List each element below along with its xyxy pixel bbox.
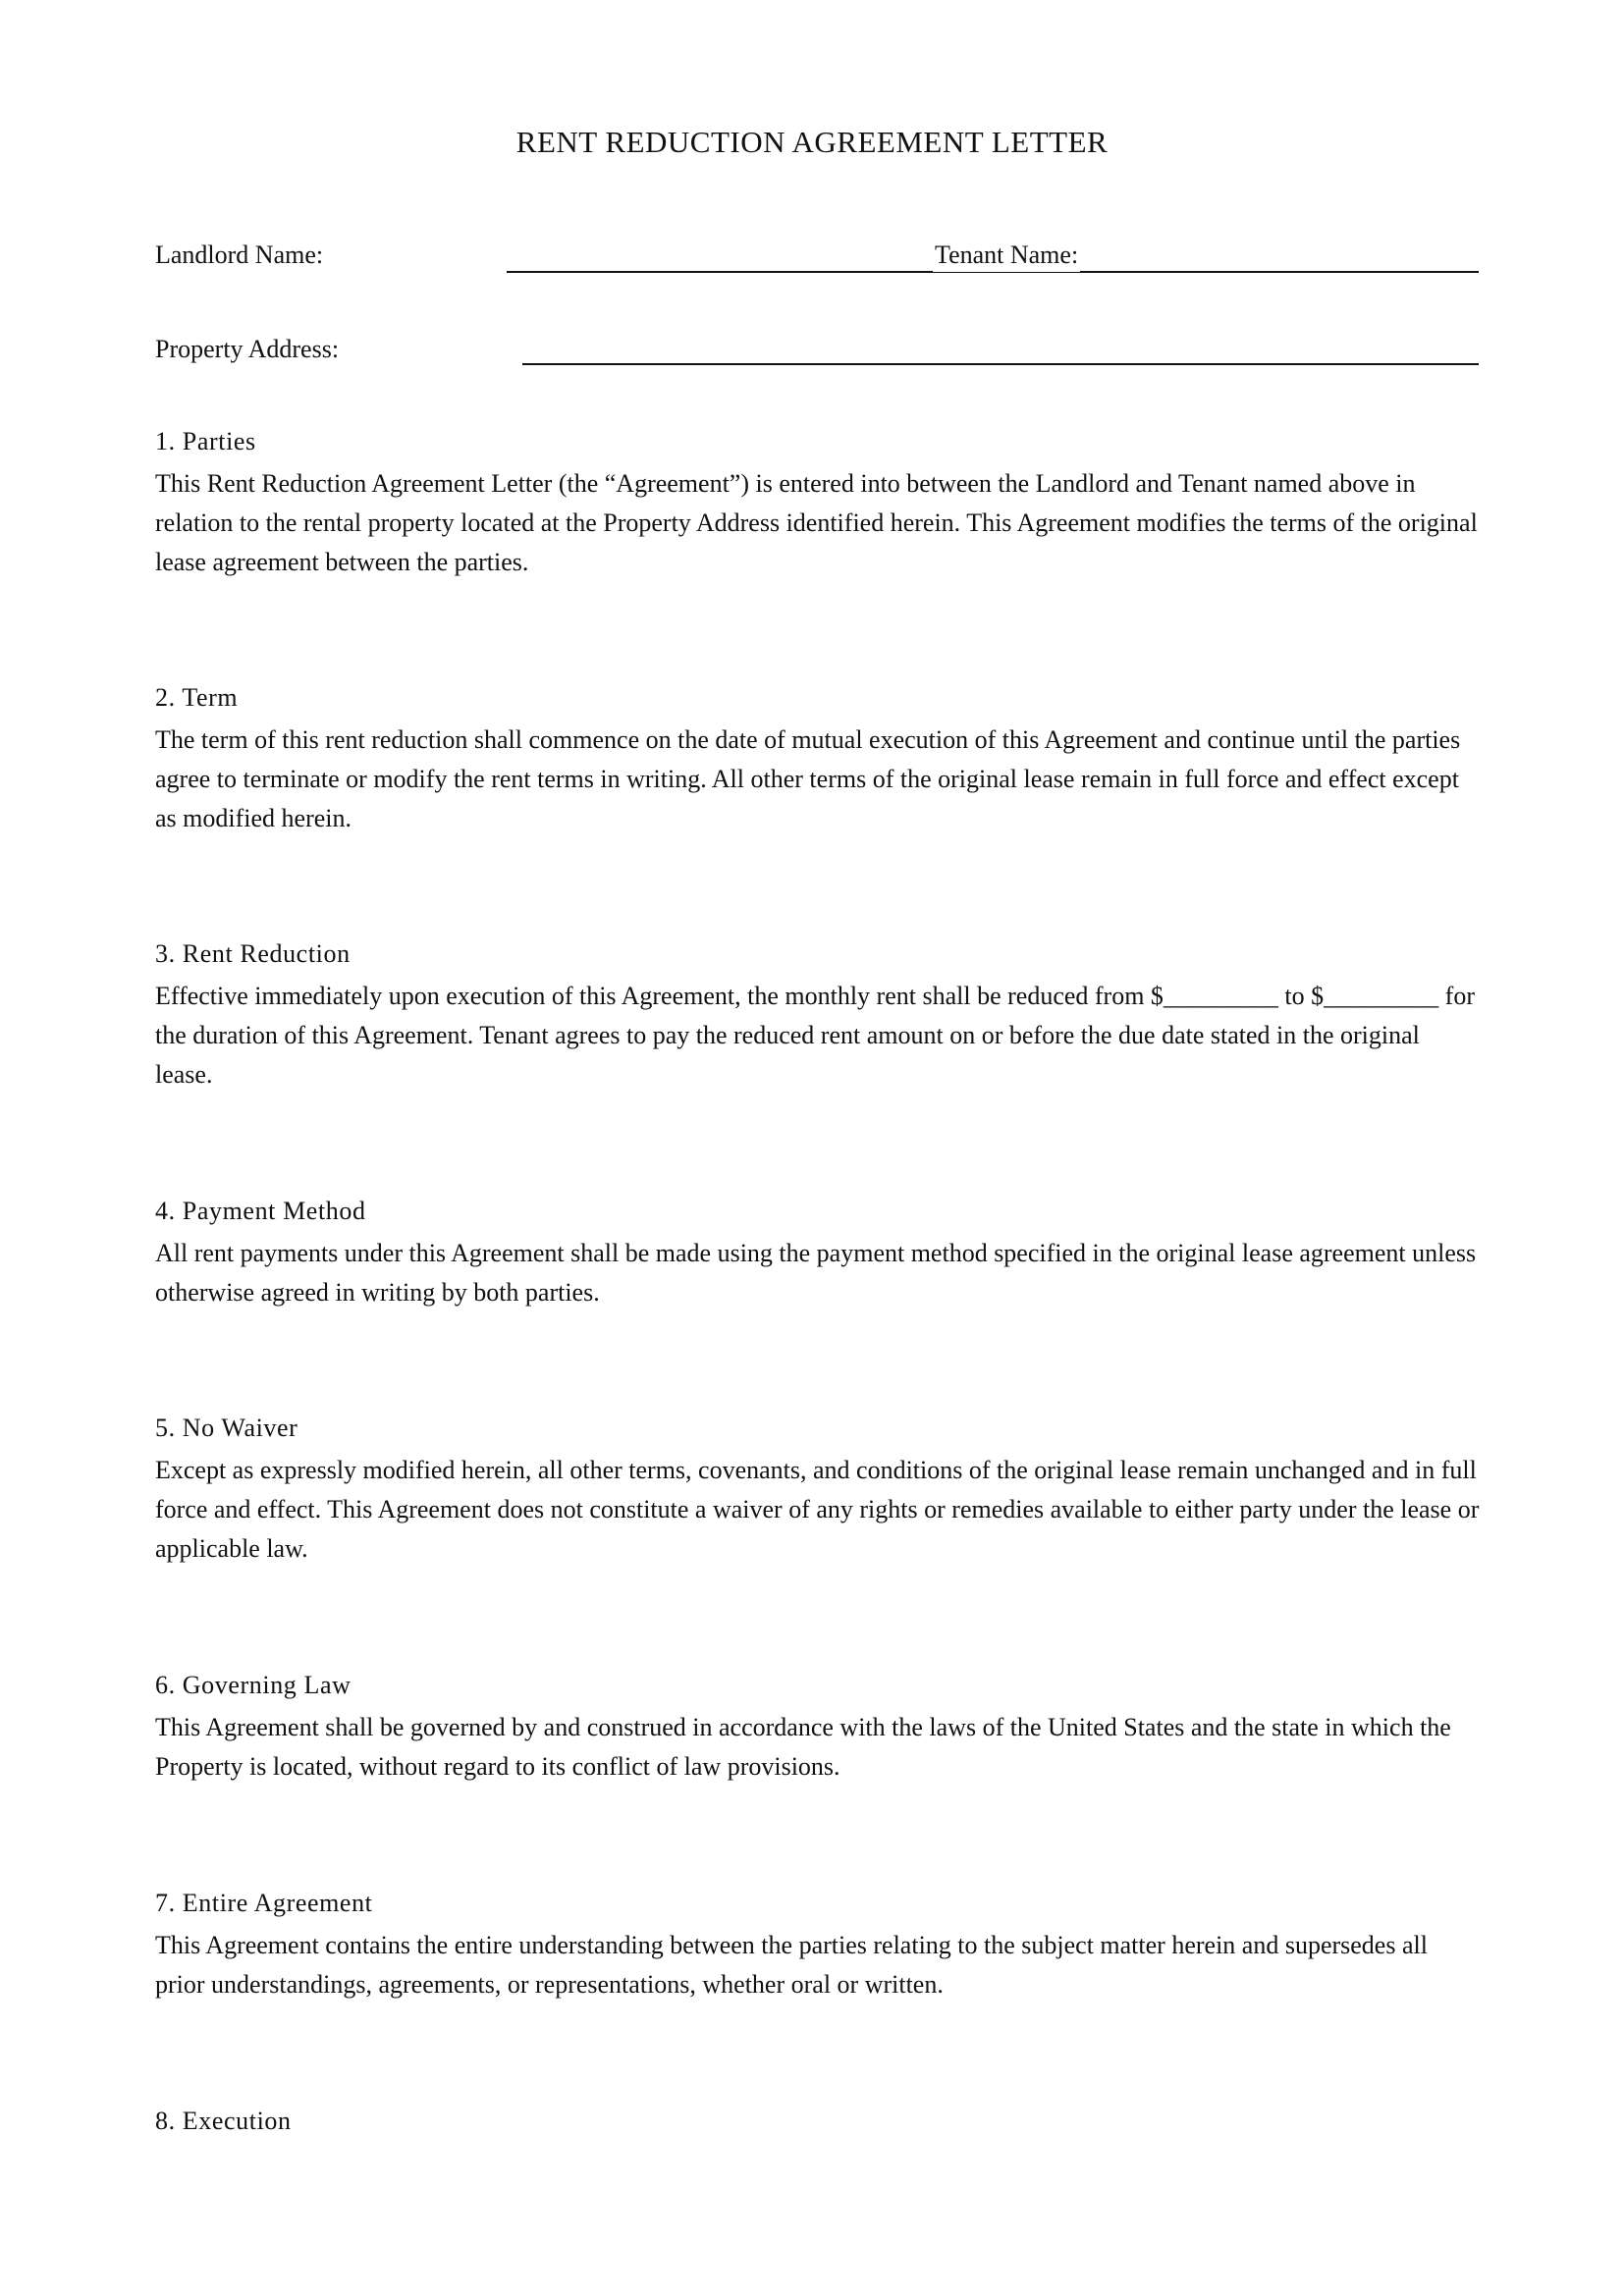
section-entire-agreement — [155, 1887, 1481, 2004]
property-address-field[interactable] — [522, 363, 1479, 365]
landlord-name-label: Landlord Name: — [155, 240, 324, 269]
section-governing-law — [155, 1669, 1481, 1787]
section-body: Effective immediately upon execution of this Agreement, the monthly rent shall be reduced from $_________ to $_________ for the duration of this Agreement. Tenant agrees to pay the reduced rent amount on or before the due date stated in the original lease. — [155, 982, 1475, 1089]
section-body: This Agreement contains the entire understanding between the parties relating to the subject matter herein and supersedes all prior understandings, agreements, or representations, whether oral or written. — [155, 1931, 1428, 1999]
section-payment-method — [155, 1195, 1481, 1312]
section-body: The term of this rent reduction shall commence on the date of mutual execution of this Agreement and continue until the parties agree to terminate or modify the rent terms in writing. All other terms of the original lease remain in full force and effect except as modified herein. — [155, 725, 1461, 832]
section-heading: 3. Rent Reduction — [155, 939, 351, 968]
section-heading: 7. Entire Agreement — [155, 1889, 373, 1917]
section-heading: 8. Execution — [155, 2107, 292, 2135]
section-heading: 5. No Waiver — [155, 1414, 298, 1442]
section-heading: 1. Parties — [155, 427, 256, 455]
section-heading: 4. Payment Method — [155, 1197, 366, 1225]
section-body: All rent payments under this Agreement shall be made using the payment method specified in the original lease agreement unless otherwise agreed in writing by both parties. — [155, 1239, 1477, 1307]
section-heading: 2. Term — [155, 683, 239, 712]
document-title: RENT REDUCTION AGREEMENT LETTER — [515, 125, 1109, 159]
property-address-label: Property Address: — [155, 335, 340, 363]
section-body: This Agreement shall be governed by and construed in accordance with the laws of the United States and the state in which the Property is located, without regard to its conflict of law provisions. — [155, 1713, 1451, 1781]
tenant-name-label: Tenant Name: — [933, 239, 1080, 272]
section-body: Except as expressly modified herein, all other terms, covenants, and conditions of the original lease remain unchanged and in full force and effect. This Agreement does not constitute a waiver of any rights or remedies available to either party under the lease or applicable law. — [155, 1456, 1480, 1563]
section-body: This Rent Reduction Agreement Letter (the “Agreement”) is entered into between the Landlord and Tenant named above in relation to the rental property located at the Property Address identified herein. This Agreement modifies the terms of the original lease agreement between the parties. — [155, 469, 1478, 576]
section-no-waiver — [155, 1412, 1481, 1569]
section-heading: 6. Governing Law — [155, 1671, 352, 1699]
section-rent-reduction — [155, 937, 1481, 1095]
section-execution — [155, 2105, 1481, 2138]
section-parties — [155, 425, 1481, 582]
section-term — [155, 681, 1481, 838]
